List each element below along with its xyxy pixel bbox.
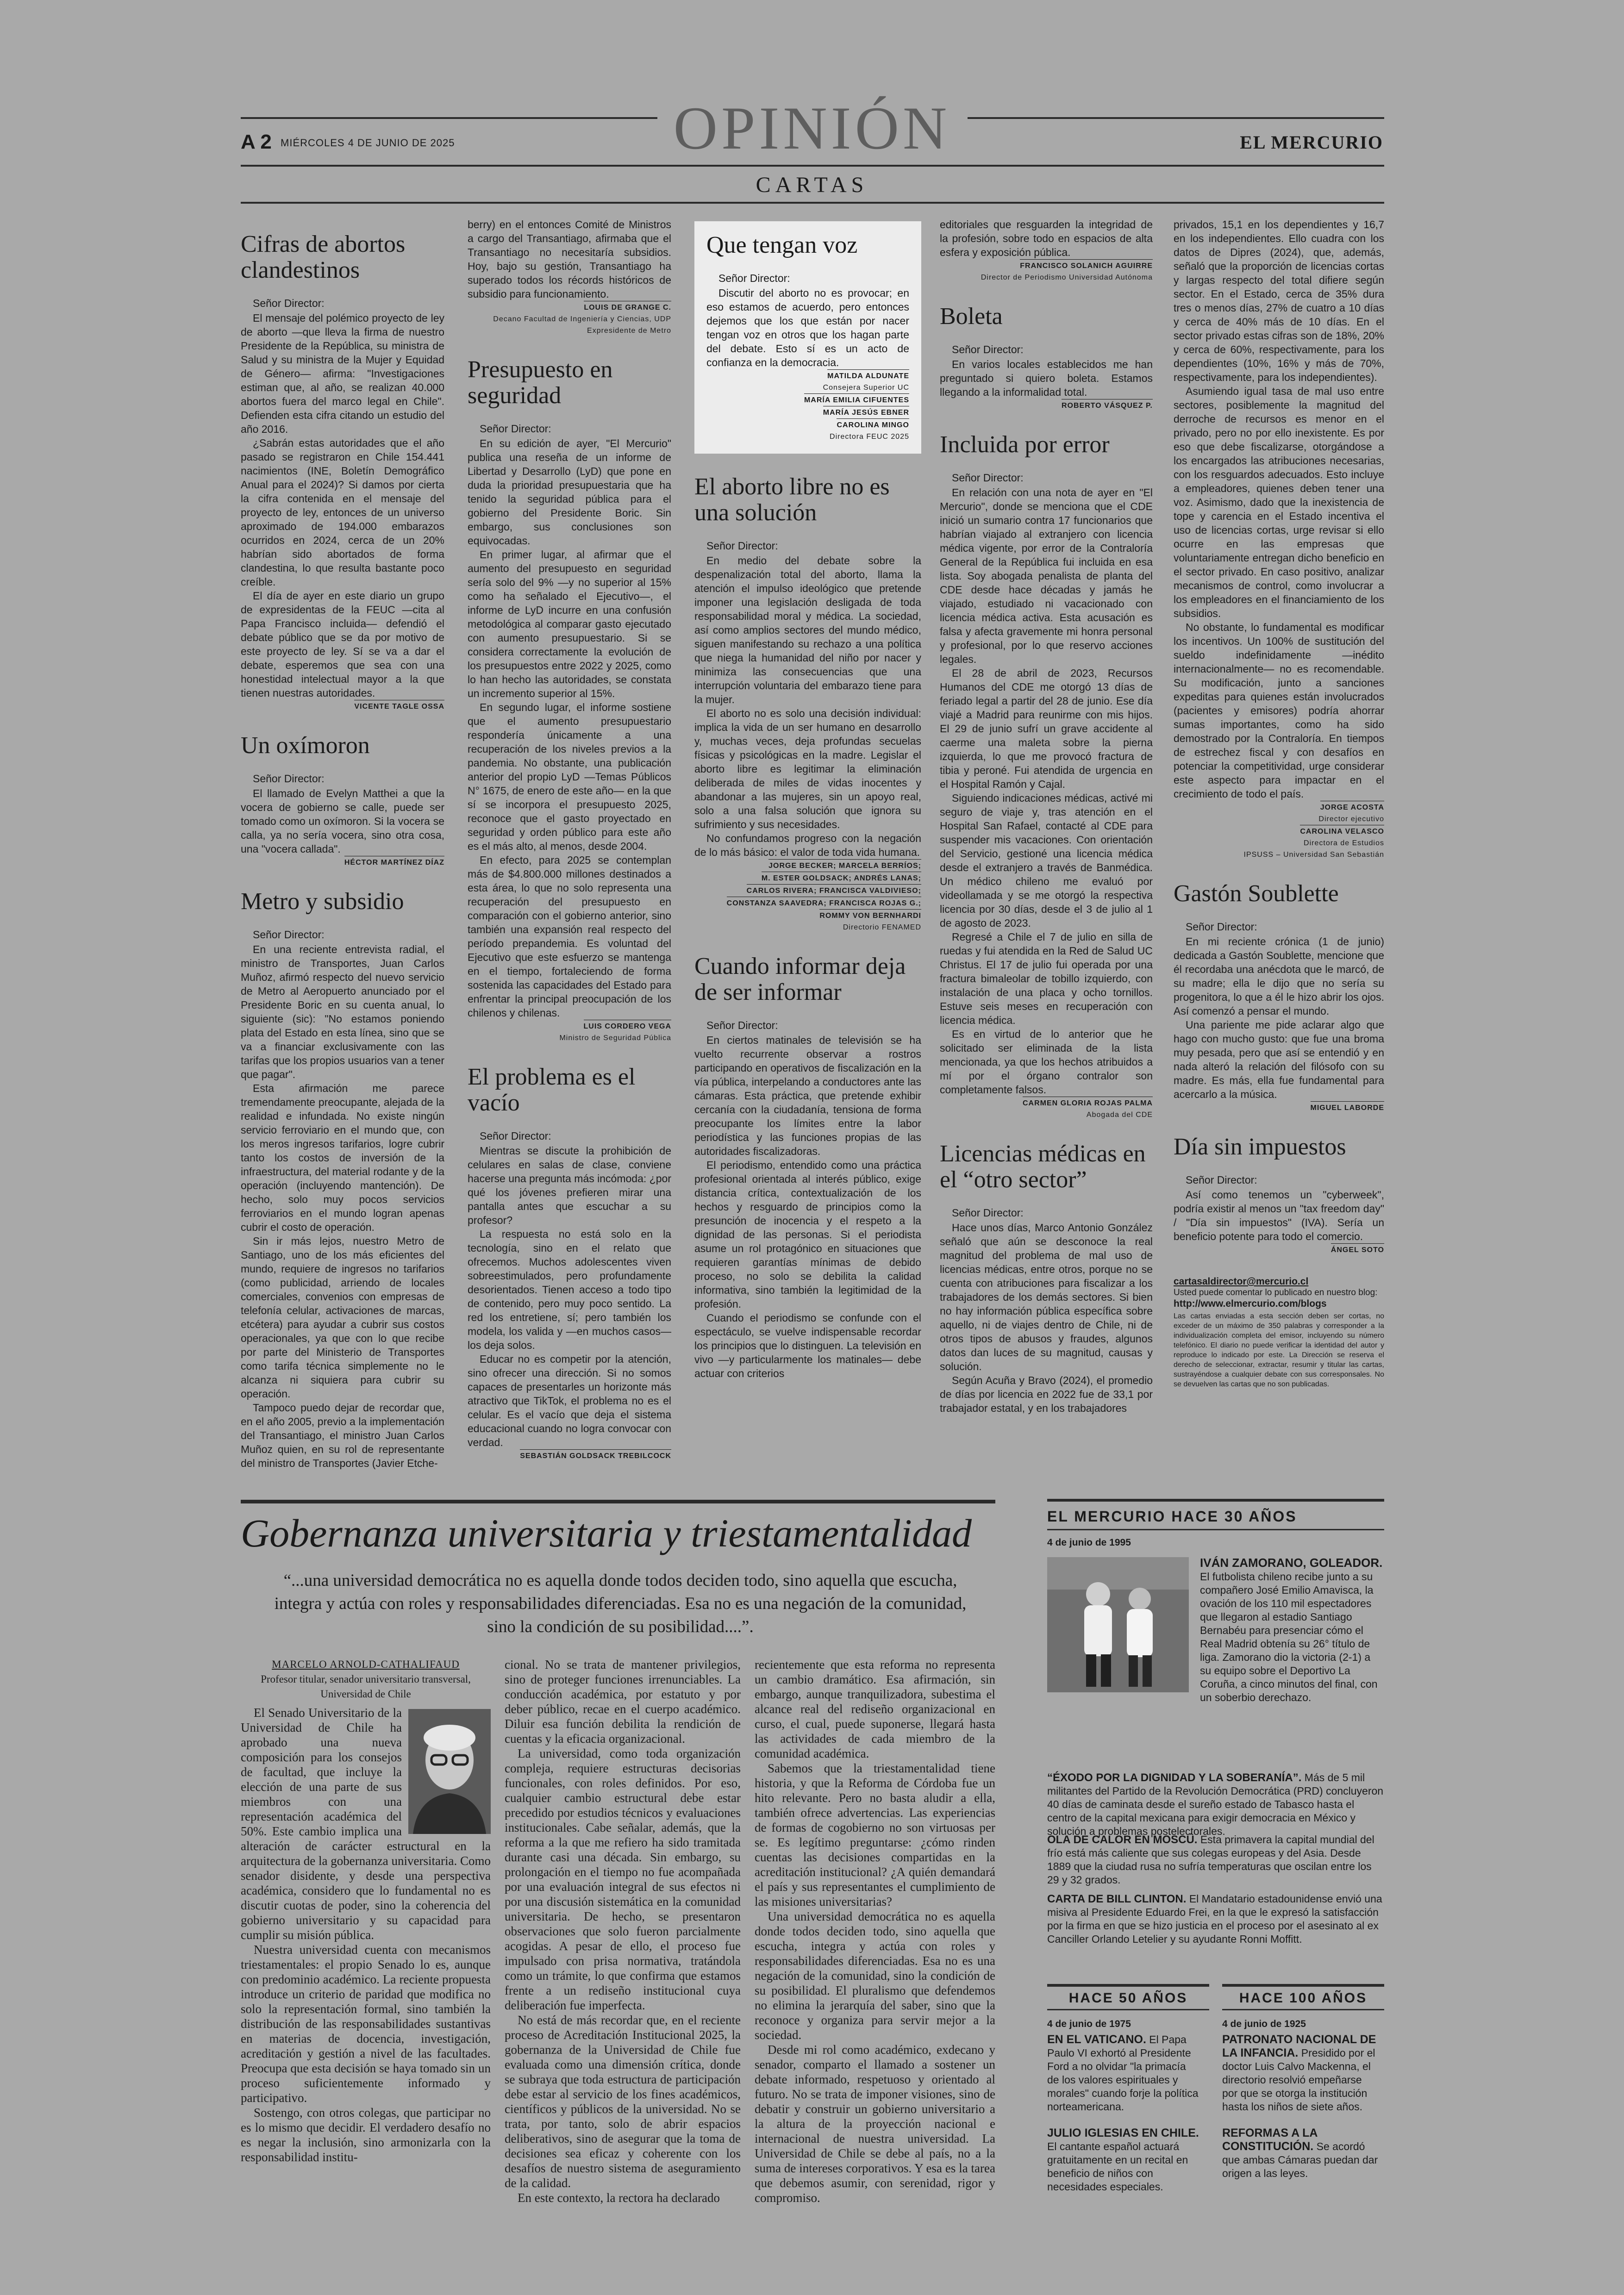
paragraph: El llamado de Evelyn Matthei a que la vocera de gobierno se calle, puede ser tomado como un oxímoron. Si la vocera se calla, ya no sería vocera, sino otra cosa, una "vocera callada". [241,787,444,855]
paragraph: ¿Sabrán estas autoridades que el año pasado se registraron en Chile 154.441 nacimientos (INE, Boletín Demográfico Anual para el 2024)? Si damos por cierta la cifra contenida en el mensaje del proyecto de ley, entonces de un universo aproximado de 194.000 embarazos ocurridos en 2024, cerca de un 20% habrían sido abortados de forma clandestina, lo que resulta bastante poco creíble. [241,437,444,588]
letter-title: Licencias médicas en el “otro sector” [940,1141,1146,1193]
item-head: REFORMAS A LA CONSTITUCIÓN. [1222,2127,1318,2153]
paragraph: El periodismo, entendido como una práctica profesional orientada al interés público, exige distancia crítica, contextualización de los hechos y resguardo de principios como la presunción de inocencia y el respeto a la dignidad de las personas. Si el periodista asume un rol protagónico en situaciones que requieren garantías mínimas de debido proceso, no solo se debilita la calidad informativa, sino también la legitimidad de la profesión. [694,1159,921,1310]
paragraph: El aborto no es solo una decisión individual: implica la vida de un ser humano en desarrollo y, muchas veces, deja profundas secuelas físicas y psicológicas en la madre. Legislar el aborto libre es legitimar la eliminación deliberada de miles de vidas inocentes y abandonar a las mujeres, sin un apoyo real, solo a una falsa solución que ignora su sufrimiento y sus necesidades. [694,707,921,830]
signer: SEBASTIÁN GOLDSACK TREBILCOCK [520,1449,671,1462]
signer: MARÍA JESÚS EBNER [823,406,909,418]
item-head: “ÉXODO POR LA DIGNIDAD Y LA SOBERANÍA”. [1047,1771,1302,1784]
item-head: CARTA DE BILL CLINTON. [1047,1893,1187,1905]
paragraph: En medio del debate sobre la despenalización total del aborto, llama la atención el impulso ideológico que pretende imponer una legislación desligada de toda responsabilidad moral y médica. La sociedad, así como amplios sectores del mundo médico, siguen manifestando su rechazo a una política que niega la humanidad del niño por nacer y minimiza las consecuencias que una interrupción voluntaria del embarazo tiene para la mujer. [694,555,921,705]
paragraph: Hace unos días, Marco Antonio González señaló que aún se desconoce la real magnitud del problema de mal uso de licencias médicas, entre otros, porque no se cuenta con atribuciones para fiscalizar a los trabajadores de los demás sectores. Si bien no hay información pública específica sobre aquello, ni de viajes dentro de Chile, ni de otros tipos de abusos y fraudes, algunos datos dan luces de su magnitud, causas y solución. [940,1222,1153,1372]
gobernanza-column-2 [505,1657,741,2205]
gobernanza-title: Gobernanza universitaria y triestamentalidad [241,1511,972,1555]
signer: CARMEN GLORIA ROJAS PALMA [1023,1097,1153,1109]
paragraph: Sabemos que la triestamentalidad tiene historia, y que la Reforma de Córdoba fue un hito relevante. Pero no basta aludir a ella, también ofrece advertencias. Las experiencias de formas de cogobierno no son virtuosas per se. Es legítimo preguntarse: ¿cómo rinden cuentas las decisiones compartidas en la acreditación institucional? ¿A quién demandará el país y sus representantes el cumplimiento de las misiones universitarias? [755,1761,995,1908]
letter-soublette [1174,881,1384,1114]
letter-licencias-cont [1174,218,1384,861]
paragraph: La universidad, como toda organización compleja, requiere estructuras decisorias funcionales, con roles definidos. Por eso, cualquier cambio estructural debe estar precedido por estudios técnicos y evaluaciones institucionales. Cabe señalar, además, que la reforma a la que me refiero ha sido tramitada durante casi una década. Sin embargo, su prolongación en el tiempo no fue acompañada por una evaluación integral de sus efectos ni por una discusión sistemática en la comunidad universitaria. De hecho, se presentaron observaciones que solo fueron parcialmente acogidas. A pesar de ello, el proceso fue impulsado con prisa normativa, tratándola como un trámite, lo que confirma que estamos frente a un rediseño institucional cuya deliberación fue imperfecta. [505,1746,741,2012]
salutation: Señor Director: [253,297,325,309]
paragraph: editoriales que resguarden la integridad de la profesión, sobre todo en espacios de alta esfera y exposición pública. [940,218,1153,258]
paragraph: Discutir del aborto no es provocar; en eso estamos de acuerdo, pero entonces dejemos que los que están por nacer tengan voz en otros que los hagan parte del debate. Esto sí es un acto de confianza en la democracia. [706,287,909,368]
contact-box [1174,1276,1384,1389]
paragraph: Es en virtud de lo anterior que he solicitado ser eliminada de la lista mencionada, ya que los hechos atribuidos a mí por el órgano contralor son completamente falsos. [940,1028,1153,1096]
letter-metro [241,889,444,1470]
letter-impuestos [1174,1134,1384,1256]
hace30-item [1047,1833,1384,1887]
subsection-title: CARTAS [756,173,868,197]
signer-role: IPSUSS – Universidad San Sebastián [1243,851,1384,859]
author-name: MARCELO ARNOLD-CATHALIFAUD [272,1659,460,1670]
letter-presupuesto [468,357,671,1044]
hace50-header: HACE 50 AÑOS [1047,1990,1209,2010]
paragraph: Así como tenemos un "cyberweek", podría existir al menos un "tax freedom day" / "Día sin impuestos" (IVA). Sería un beneficio potente para todo el comercio. [1174,1189,1384,1242]
author-photo [408,1709,491,1834]
item-text: Esta primavera la capital mundial del frío está más caliente que sus colegas europeas y del Asia. Desde 1889 que la ciudad rusa no sufría temperaturas que oscilan entre los 29 y 32 grados. [1047,1834,1374,1886]
letter-voz [694,221,921,454]
letter-title: Un oxímoron [241,732,370,759]
item-text: El Papa Paulo VI exhortó al Presidente Ford a no olvidar "la primacía de los valores espirituales y morales" cuando forje la política norteamericana. [1047,2033,1199,2113]
salutation: Señor Director: [1186,1174,1257,1186]
paragraph: El mensaje del polémico proyecto de ley de aborto —que lleva la firma de nuestro Presidente de la República, su ministra de Salud y su ministra de la Mujer y Equidad de Género— afirma: "Investigaciones estiman que, al año, se realizan 40.000 abortos fuera del marco legal en Chile". Defienden esta cifra citando un estudio del año 2016. [241,312,444,435]
hace30-rule [1047,1499,1384,1502]
paragraph: privados, 15,1 en los dependientes y 16,7 en los independientes. Ello cuadra con los datos de Dipres (2024), que, además, señaló que la proporción de licencias cortas y largas respecto del total difiere según sector. En el Estado, cerca de 35% dura tres o menos días, 27% de cuatro a 10 días y cerca de 40% más de 10 días. En el sector privado estas cifras son de 18%, 20% y cerca de 60%, respectivamente, para los dependientes (10%, 16% y más de 70%, respectivamente, para los independientes). [1174,218,1384,383]
signer-role: Directora de Estudios [1304,839,1384,847]
letter-title: Que tengan voz [706,232,858,258]
item-head: PATRONATO NACIONAL DE LA INFANCIA. [1222,2033,1376,2059]
salutation: Señor Director: [253,773,325,785]
letters-notice: Las cartas enviadas a esta sección deben ser cortas, no exceder de un máximo de 350 palabras y corresponder a la individualización completa del emisor, incluyendo su número telefónico. El diario no puede verificar la identidad del autor y reproduce lo indicado por este. La Dirección se reserva el derecho de seleccionar, extractar, resumir y titular las cartas, sustrayéndose a cualquier debate con sus corresponsales. No se devuelven las cartas que no son publicadas. [1174,1312,1384,1388]
paragraph: Educar no es competir por la atención, sino ofrecer una dirección. Si no somos capaces de presentarles un horizonte más atractivo que TikTok, el problema no es el celular. Es el vacío que deja el sistema educacional cuando no logra convocar con verdad. [468,1353,671,1448]
page-number: A 2 [241,131,272,153]
salutation: Señor Director: [952,343,1024,355]
signer: ÁNGEL SOTO [1331,1243,1384,1256]
letter-oximoron [241,733,444,868]
signer: CAROLINA VELASCO [1300,825,1384,837]
paragraph: En ciertos matinales de televisión se ha vuelto recurrente observar a rostros participando en operativos de fiscalización en la vía pública, interpelando a conductores ante las cámaras. Esta práctica, que pretende exhibir cercanía con la ciudadanía, tensiona de forma preocupante los límites entre la labor periodística y las funciones propias de las autoridades fiscalizadoras. [694,1034,921,1157]
paragraph: Sostengo, con otros colegas, que participar no es lo mismo que decidir. El verdadero desafío no es negar la inclusión, sino armonizarla con la responsabilidad institu- [241,2106,491,2164]
letter-informar-cont [940,218,1153,283]
paragraph: Sin ir más lejos, nuestro Metro de Santiago, uno de los más eficientes del mundo, requiere de ingresos no tarifarios (como publicidad, arriendo de locales comerciales, convenios con empresas de telefonía celular, activaciones de marcas, etcétera) para ayudar a cubrir sus costos operacionales, ya que con lo que recibe por parte del Ministerio de Transportes como tarifa técnica simplemente no le alcanza ni siquiera para cubrir su operación. [241,1235,444,1400]
gobernanza-column-1 [241,1657,491,2164]
author-portrait-icon [408,1709,491,1834]
contact-email[interactable]: cartasaldirector@mercurio.cl [1174,1276,1309,1287]
paragraph: En primer lugar, al afirmar que el aumento del presupuesto en seguridad sería solo del 9% —y no superior al 15% como ha señalado el Ejecutivo—, el informe de LyD incurre en una confusión metodológica al comparar gasto ejecutado con aumento presupuestario. Si se considera correctamente la evolución de los presupuestos entre 2022 y 2025, como lo han hecho las autoridades, se constata un incremento superior al 15%. [468,549,671,699]
signer-role: Directora FEUC 2025 [830,433,909,441]
item-head: JULIO IGLESIAS EN CHILE. [1047,2127,1199,2139]
paragraph: Mientras se discute la prohibición de celulares en salas de clase, conviene hacerse una pregunta más incómoda: ¿por qué los jóvenes prefieren mirar una pantalla antes que escuchar a su profesor? [468,1145,671,1226]
signer: MATILDA ALDUNATE [827,369,909,382]
signer-role: Ministro de Seguridad Pública [559,1034,671,1042]
letter-title: Día sin impuestos [1174,1134,1346,1160]
paragraph: Nuestra universidad cuenta con mecanismos triestamentales: el propio Senado lo es, aunque con predominio académico. La reciente propuesta introduce un criterio de paridad que modifica no solo la representación formal, sino también la distribución de las responsabilidades sustantivas en materias de docencia, investigación, acreditación y gestión a nivel de las facultades. Preocupa que esta decisión se haya tomado sin un proceso suficientemente informado y participativo. [241,1943,491,2105]
signer-role: Director ejecutivo [1318,815,1384,823]
paragraph: Cuando el periodismo se confunde con el espectáculo, se vuelve indispensable recordar los principios que lo distinguen. La televisión en vivo —y particularmente los matinales— debe actuar con criterios [694,1312,921,1379]
salutation: Señor Director: [253,929,325,941]
hace30-item [1047,1771,1384,1838]
gobernanza-column-3 [755,1657,995,2205]
letter-title: Cuando informar deja de ser informar [694,953,906,1005]
signer-role: Director de Periodismo Universidad Autónoma [981,274,1153,281]
letter-error [940,432,1153,1121]
paragraph: Desde mi rol como académico, exdecano y senador, comparto el llamado a sostener un debate informado, respetuoso y orientado al futuro. No se trata de imponer visiones, sino de debatir y construir un gobierno universitario a la altura de la proyección nacional e internacional de nuestra universidad. La Universidad de Chile se debe al país, no a la suma de intereses corporativos. Y esa es la tarea que debemos asumir, con serenidad, rigor y compromiso. [755,2043,995,2205]
football-photo-icon [1047,1557,1189,1692]
letter-abortos [241,231,444,712]
letters-column-5 [1174,218,1384,1389]
signer-role: Decano Facultad de Ingeniería y Ciencias, UDP Expresidente de Metro [493,315,671,335]
hace100-item [1222,2033,1380,2114]
blog-intro: Usted puede comentar lo publicado en nuestro blog: [1174,1288,1378,1297]
section-title: OPINIÓN [673,94,951,162]
paragraph: cional. No se trata de mantener privilegios, sino de proteger funciones irrenunciables. La conducción académica, por estatuto y por deber público, recae en el cuerpo académico. Diluir esa función debilita la rendición de cuentas y la eficacia organizacional. [505,1658,741,1746]
paragraph: En varios locales establecidos me han preguntado si quiero boleta. Estamos llegando a la informalidad total. [940,358,1153,398]
letters-column-3 [694,221,921,1401]
signer: JORGE ACOSTA [1320,801,1384,813]
newspaper-name: EL MERCURIO [1240,132,1383,153]
item-text: Se acordó que ambas Cámaras puedan dar origen a las leyes. [1222,2140,1378,2179]
salutation: Señor Director: [480,1130,551,1142]
salutation: Señor Director: [952,1207,1024,1219]
signer: HÉCTOR MARTÍNEZ DÍAZ [344,856,444,868]
letters-column-1 [241,231,444,1491]
salutation: Señor Director: [1186,921,1257,933]
hace30-item [1200,1556,1384,1704]
item-text: El cantante español actuará gratuitamente en un recital en beneficio de niños con necesidades especiales. [1047,2140,1188,2193]
letter-metro-cont [468,218,671,337]
item-text: El Mandatario estadounidense envió una misiva al Presidente Eduardo Frei, en la que le expresó la satisfacción por la firma en que se hizo justicia en el proceso por el asesinato al ex Canciller Orlando Letelier y su ayudante Ronni Moffitt. [1047,1893,1382,1945]
item-head: IVÁN ZAMORANO, GOLEADOR. [1200,1556,1383,1570]
letter-title: Boleta [940,303,1003,330]
signer: CONSTANZA SAAVEDRA; FRANCISCA ROJAS G.; [727,897,921,909]
author-role: Profesor titular, senador universitario transversal, Universidad de Chile [261,1673,471,1700]
header-rule-bottom [241,202,1384,204]
hace100-item [1222,2127,1380,2180]
item-text: Presidido por el doctor Luis Calvo Mackenna, el directorio resolvió empeñarse por que se otorga la institución hasta los niños de siete años. [1222,2047,1375,2113]
paragraph: Una pariente me pide aclarar algo que hago con mucho gusto: que fue una broma muy pesada, pero que así se entendió y en nada alteró la relación del filósofo con su madre. Es más, ella fue fundamental para acercarlo a la música. [1174,1019,1384,1100]
paragraph: No confundamos progreso con la negación de lo más básico: el valor de toda vida humana. [694,832,921,858]
salutation: Señor Director: [706,1019,778,1031]
letter-title: Incluida por error [940,431,1110,458]
letter-title: El aborto libre no es una solución [694,474,890,526]
paragraph: En mi reciente crónica (1 de junio) dedicada a Gastón Soublette, mencione que él recordaba una anécdota que le marcó, de su madre; ella le dijo que no sería su progenitora, lo que a él le hizo abrir los ojos. Así comenzó a pensar el mundo. [1174,935,1384,1017]
paragraph: En su edición de ayer, "El Mercurio" publica una reseña de un informe de Libertad y Desarrollo (LyD) que pone en duda la prioridad presupuestaria que ha tenido la seguridad pública para el gobierno del Presidente Boric. Sin embargo, sus conclusiones son equivocadas. [468,437,671,547]
paragraph: La respuesta no está solo en la tecnología, sino en el relato que ofrecemos. Muchos adolescentes viven sobreestimulados, pero profundamente desorientados. Tienen acceso a todo tipo de contenido, pero muy poco sentido. La red los entretiene, sí; pero también los modela, los valida y —en muchos casos— los deja solos. [468,1228,671,1351]
salutation: Señor Director: [952,472,1024,484]
hace50-item [1047,2127,1200,2194]
hace30-header: EL MERCURIO HACE 30 AÑOS [1047,1508,1384,1530]
blog-link[interactable]: http://www.elmercurio.com/blogs [1174,1298,1327,1309]
gobernanza-pull-quote: “...una universidad democrática no es aquella donde todos deciden todo, sino aquella que escucha, integra y actúa con roles y responsabilidades diferenciadas. Esa no es una negación de la comunidad, sino la condición de su posibilidad....”. [274,1571,967,1636]
signer: MIGUEL LABORDE [1311,1101,1384,1114]
signer: LOUIS DE GRANGE C. [584,301,671,313]
signer: JORGE BECKER; MARCELA BERRÍOS; [768,859,921,872]
item-text: Más de 5 mil militantes del Partido de la Revolución Democrática (PRD) concluyeron 40 días de caminata desde el sureño estado de Tabasco hasta el centro de la capital mexicana para exigir democracia en México y solución a problemas postelectorales. [1047,1771,1384,1837]
letter-informar [694,954,921,1380]
paragraph: El 28 de abril de 2023, Recursos Humanos del CDE me otorgó 13 días de feriado legal a partir del 28 de junio. Ese día viajé a Madrid para reunirme con mis hijos. El 29 de junio sufrí un grave accidente al caerme una maleta sobre la pierna izquierda, lo que me provocó fractura de tibia y peroné. Fui atendida de urgencia en el Hospital Ramón y Cajal. [940,667,1153,790]
signer: VICENTE TAGLE OSSA [354,700,444,712]
paragraph: El día de ayer en este diario un grupo de expresidentas de la FEUC —cita al Papa Francisco incluida— defendió el debate público que se da por motivo de este proyecto de ley. Sí se va a dar el debate, esperemos que sea con una honestidad intelectual mayor a la que tienen nuestras autoridades. [241,590,444,699]
signer: CARLOS RIVERA; FRANCISCA VALDIVIESO; [747,884,921,897]
paragraph: En segundo lugar, el informe sostiene que el aumento presupuestario respondería únicamente a una recuperación de los niveles previos a la pandemia. No obstante, una publicación anterior del propio LyD —Temas Públicos N° 1675, de enero de este año— en la que sí se incorpora el presupuesto 2025, reconoce que el gasto proyectado en seguridad y orden público para este año es el más alto, al menos, desde 2004. [468,701,671,852]
signer-role: Consejera Superior UC [823,384,909,392]
paragraph: Según Acuña y Bravo (2024), el promedio de días por licencia en 2022 fue de 33,1 por trabajador estatal, y en los trabajadores [940,1374,1153,1414]
paragraph: Una universidad democrática no es aquella donde todos deciden todo, sino aquella que escucha, integra y actúa con roles y responsabilidades diferenciadas. Esa no es una negación de la comunidad, sino la condición de su posibilidad. El pluralismo que defendemos no elimina la jerarquía del saber, sino que la reconoce y organiza para servir mejor a la sociedad. [755,1909,995,2042]
signer: LUIS CORDERO VEGA [584,1020,671,1032]
header-rule-full [241,165,1384,167]
salutation: Señor Director: [718,272,790,284]
hace50-item [1047,2033,1200,2114]
signer: ROBERTO VÁSQUEZ P. [1062,399,1153,412]
item-head: OLA DE CALOR EN MOSCÚ. [1047,1834,1198,1846]
paragraph: En este contexto, la rectora ha declarado [518,2191,720,2205]
salutation: Señor Director: [480,423,551,435]
paragraph: No obstante, lo fundamental es modificar los incentivos. Un 100% de sustitución del sueldo indefinidamente —inédito internacionalmente— no es recomendable. Su modificación, junto a sanciones expeditas para quienes están involucrados (pacientes y emisores) podría ahorrar sumas importantes, como ha sido demostrado por la Contraloría. En tiempos de estrechez fiscal y con desafíos en potenciar la competitividad, urge considerar este aspecto para impactar en el crecimiento de todo el país. [1174,621,1384,800]
letters-column-4 [940,218,1153,1435]
paragraph: recientemente que esta reforma no representa un cambio dramático. Esa afirmación, sin embargo, aunque tranquilizadora, subestima el alcance real del rediseño organizacional en curso, el cual, puede suponerse, llegará hasta las actividades de cada miembro de la comunidad académica. [755,1658,995,1760]
item-head: EN EL VATICANO. [1047,2033,1146,2046]
paragraph: Tampoco puedo dejar de recordar que, en el año 2005, previo a la implementación del Transantiago, el ministro Juan Carlos Muñoz quien, en su rol de representante del ministro de Transportes (Javier Etche- [241,1402,444,1469]
paragraph: berry) en el entonces Comité de Ministros a cargo del Transantiago, afirmaba que el Transantiago no necesitaría subsidios. Hoy, bajo su gestión, Transantiago ha superado todos los récords históricos de subsidio para funcionamiento. [468,218,671,300]
letter-licencias [940,1141,1153,1415]
letter-aborto-libre [694,474,921,933]
letter-title: Cifras de abortos clandestinos [241,231,406,283]
page-date: MIÉRCOLES 4 DE JUNIO DE 2025 [281,137,455,149]
signer: ROMMY VON BERNHARDI [819,909,921,922]
letter-boleta [940,304,1153,412]
signer: M. ESTER GOLDSACK; ANDRÉS LANAS; [762,872,921,884]
letter-title: Gastón Soublette [1174,880,1339,907]
hace30-date: 4 de junio de 1995 [1047,1537,1131,1548]
hace50-rule [1047,1984,1209,1987]
letter-title: El problema es el vacío [468,1064,636,1116]
paragraph: Asumiendo igual tasa de mal uso entre sectores, posiblemente la magnitud del derroche de recursos es menor en el privado, pero no por ello inexistente. Es por eso que debe fiscalizarse, otorgándose a los encargados las atribuciones necesarias, con los resguardos adecuados. Esto incluye a empleadores, quienes deben tener una voz. Asimismo, dado que la inexistencia de tope y carencia en el Estado incentiva el uso de licencias cortas, urge revisar si ello ocurre en las empresas que voluntariamente entregan dicho beneficio en el sector privado. En caso positivo, analizar mecanismos de control, como involucrar a los empleadores en el financiamiento de los subsidios. [1174,385,1384,619]
hace100-date: 4 de junio de 1925 [1222,2019,1306,2029]
paragraph: Regresé a Chile el 7 de julio en silla de ruedas y fui atendida en la Red de Salud UC Christus. El 17 de julio fui operada por una fractura bimaleolar de tobillo izquierdo, con instalación de una placa y ocho tornillos. Estuve seis meses en recuperación con licencia médica. [940,931,1153,1026]
hace50-date: 4 de junio de 1975 [1047,2019,1131,2029]
paragraph: En una reciente entrevista radial, el ministro de Transportes, Juan Carlos Muñoz, afirmó respecto del nuevo servicio de Metro al Aeropuerto anunciado por el Presidente Boric en su cuenta anual, lo siguiente (sic): "No estamos poniendo plata del Estado en esta línea, sino que se va a financiar exclusivamente con las tarifas que los propios usuarios van a tener que pagar". [241,943,444,1080]
signer: CAROLINA MINGO [837,418,909,431]
signer: MARÍA EMILIA CIFUENTES [804,393,909,406]
paragraph: No está de más recordar que, en el reciente proceso de Acreditación Institucional 2025, la gobernanza de la Universidad de Chile fue evaluada como una dimensión crítica, donde se subraya que toda estructura de participación debe estar al servicio de los fines académicos, científicos y públicos de la universidad. No se trata, por tanto, solo de abrir espacios deliberativos, sino de asegurar que la toma de decisiones sea eficaz y coherente con los desafíos de nuestro sistema de aseguramiento de la calidad. [505,2013,741,2190]
gobernanza-rule [241,1500,995,1503]
hace100-header: HACE 100 AÑOS [1222,1990,1384,2010]
paragraph: El Senado Universitario de la Universidad de Chile ha aprobado una nueva composición para los consejos de facultad, que incluye la elección de una parte de sus miembros con una representación académica del 50%. Este cambio implica una alteración de carácter estructural en la arquitectura de la gobernanza universitaria. Como senador disidente, y desde una perspectiva académica, considero que lo fundamental no es discutir cuotas de poder, sino la coherencia del gobierno universitario y su capacidad para cumplir su misión pública. [241,1706,491,1942]
paragraph: Siguiendo indicaciones médicas, activé mi seguro de viaje y, tras atención en el Hospital San Rafael, contacté al CDE para suspender mis vacaciones. Con orientación del Servicio, gestioné una licencia médica desde el extranjero a través de Banmédica. Un médico chileno me evaluó por videollamada y se me otorgó la respectiva licencia por 30 días, desde el 3 de julio al 1 de agosto de 2023. [940,792,1153,929]
hace100-rule [1222,1984,1384,1987]
paragraph: En efecto, para 2025 se contemplan más de $4.800.000 millones destinados a esta área, lo que no solo representa una recuperación del presupuesto en comparación con el gobierno anterior, sino también una expansión real respecto del período prepandemia. Es voluntad del Ejecutivo que este esfuerzo se mantenga en el tiempo, fortaleciendo de forma sostenida las capacidades del Estado para enfrentar la principal preocupación de los chilenos y chilenas. [468,854,671,1019]
salutation: Señor Director: [706,540,778,552]
hace30-item [1047,1892,1384,1946]
letter-problema [468,1064,671,1462]
letters-column-2 [468,218,671,1482]
signer: FRANCISCO SOLANICH AGUIRRE [1020,259,1153,272]
letter-title: Metro y subsidio [241,888,404,915]
signer-role: Directorio FENAMED [843,923,921,931]
hace30-photo [1047,1557,1189,1692]
signer-role: Abogada del CDE [1086,1111,1153,1119]
paragraph: En relación con una nota de ayer en "El Mercurio", donde se menciona que el CDE inició un sumario contra 17 funcionarios que habrían viajado al extranjero con licencia médica vigente, por error de la Contraloría General de la República fui incluida en esa lista. Soy abogada penalista de planta del CDE desde hace décadas y jamás he viajado, estudiado ni vacacionado con licencia médica activa. Esta acusación es falsa y afecta gravemente mi honra personal y profesional, por lo que reservo acciones legales. [940,486,1153,665]
paragraph: Esta afirmación me parece tremendamente preocupante, alejada de la realidad e infundada. No existe ningún servicio ferroviario en el mundo que, con los meros ingresos tarifarios, logre cubrir tanto los costos de inversión de la infraestructura, del material rodante y de la operación (incluyendo mantención). De hecho, solo muy pocos servicios ferroviarios en el mundo logran apenas cubrir el costo de operación. [241,1082,444,1233]
letter-title: Presupuesto en seguridad [468,356,613,409]
item-text: El futbolista chileno recibe junto a su compañero José Emilio Amavisca, la ovación de los 110 mil espectadores que llegaron al estadio Santiago Bernabéu para presenciar cómo el Real Madrid obtenía su 26° título de liga. Zamorano dio la victoria (2-1) a su equipo sobre el Deportivo La Coruña, a cinco minutos del final, con un soberbio derechazo. [1200,1571,1378,1703]
